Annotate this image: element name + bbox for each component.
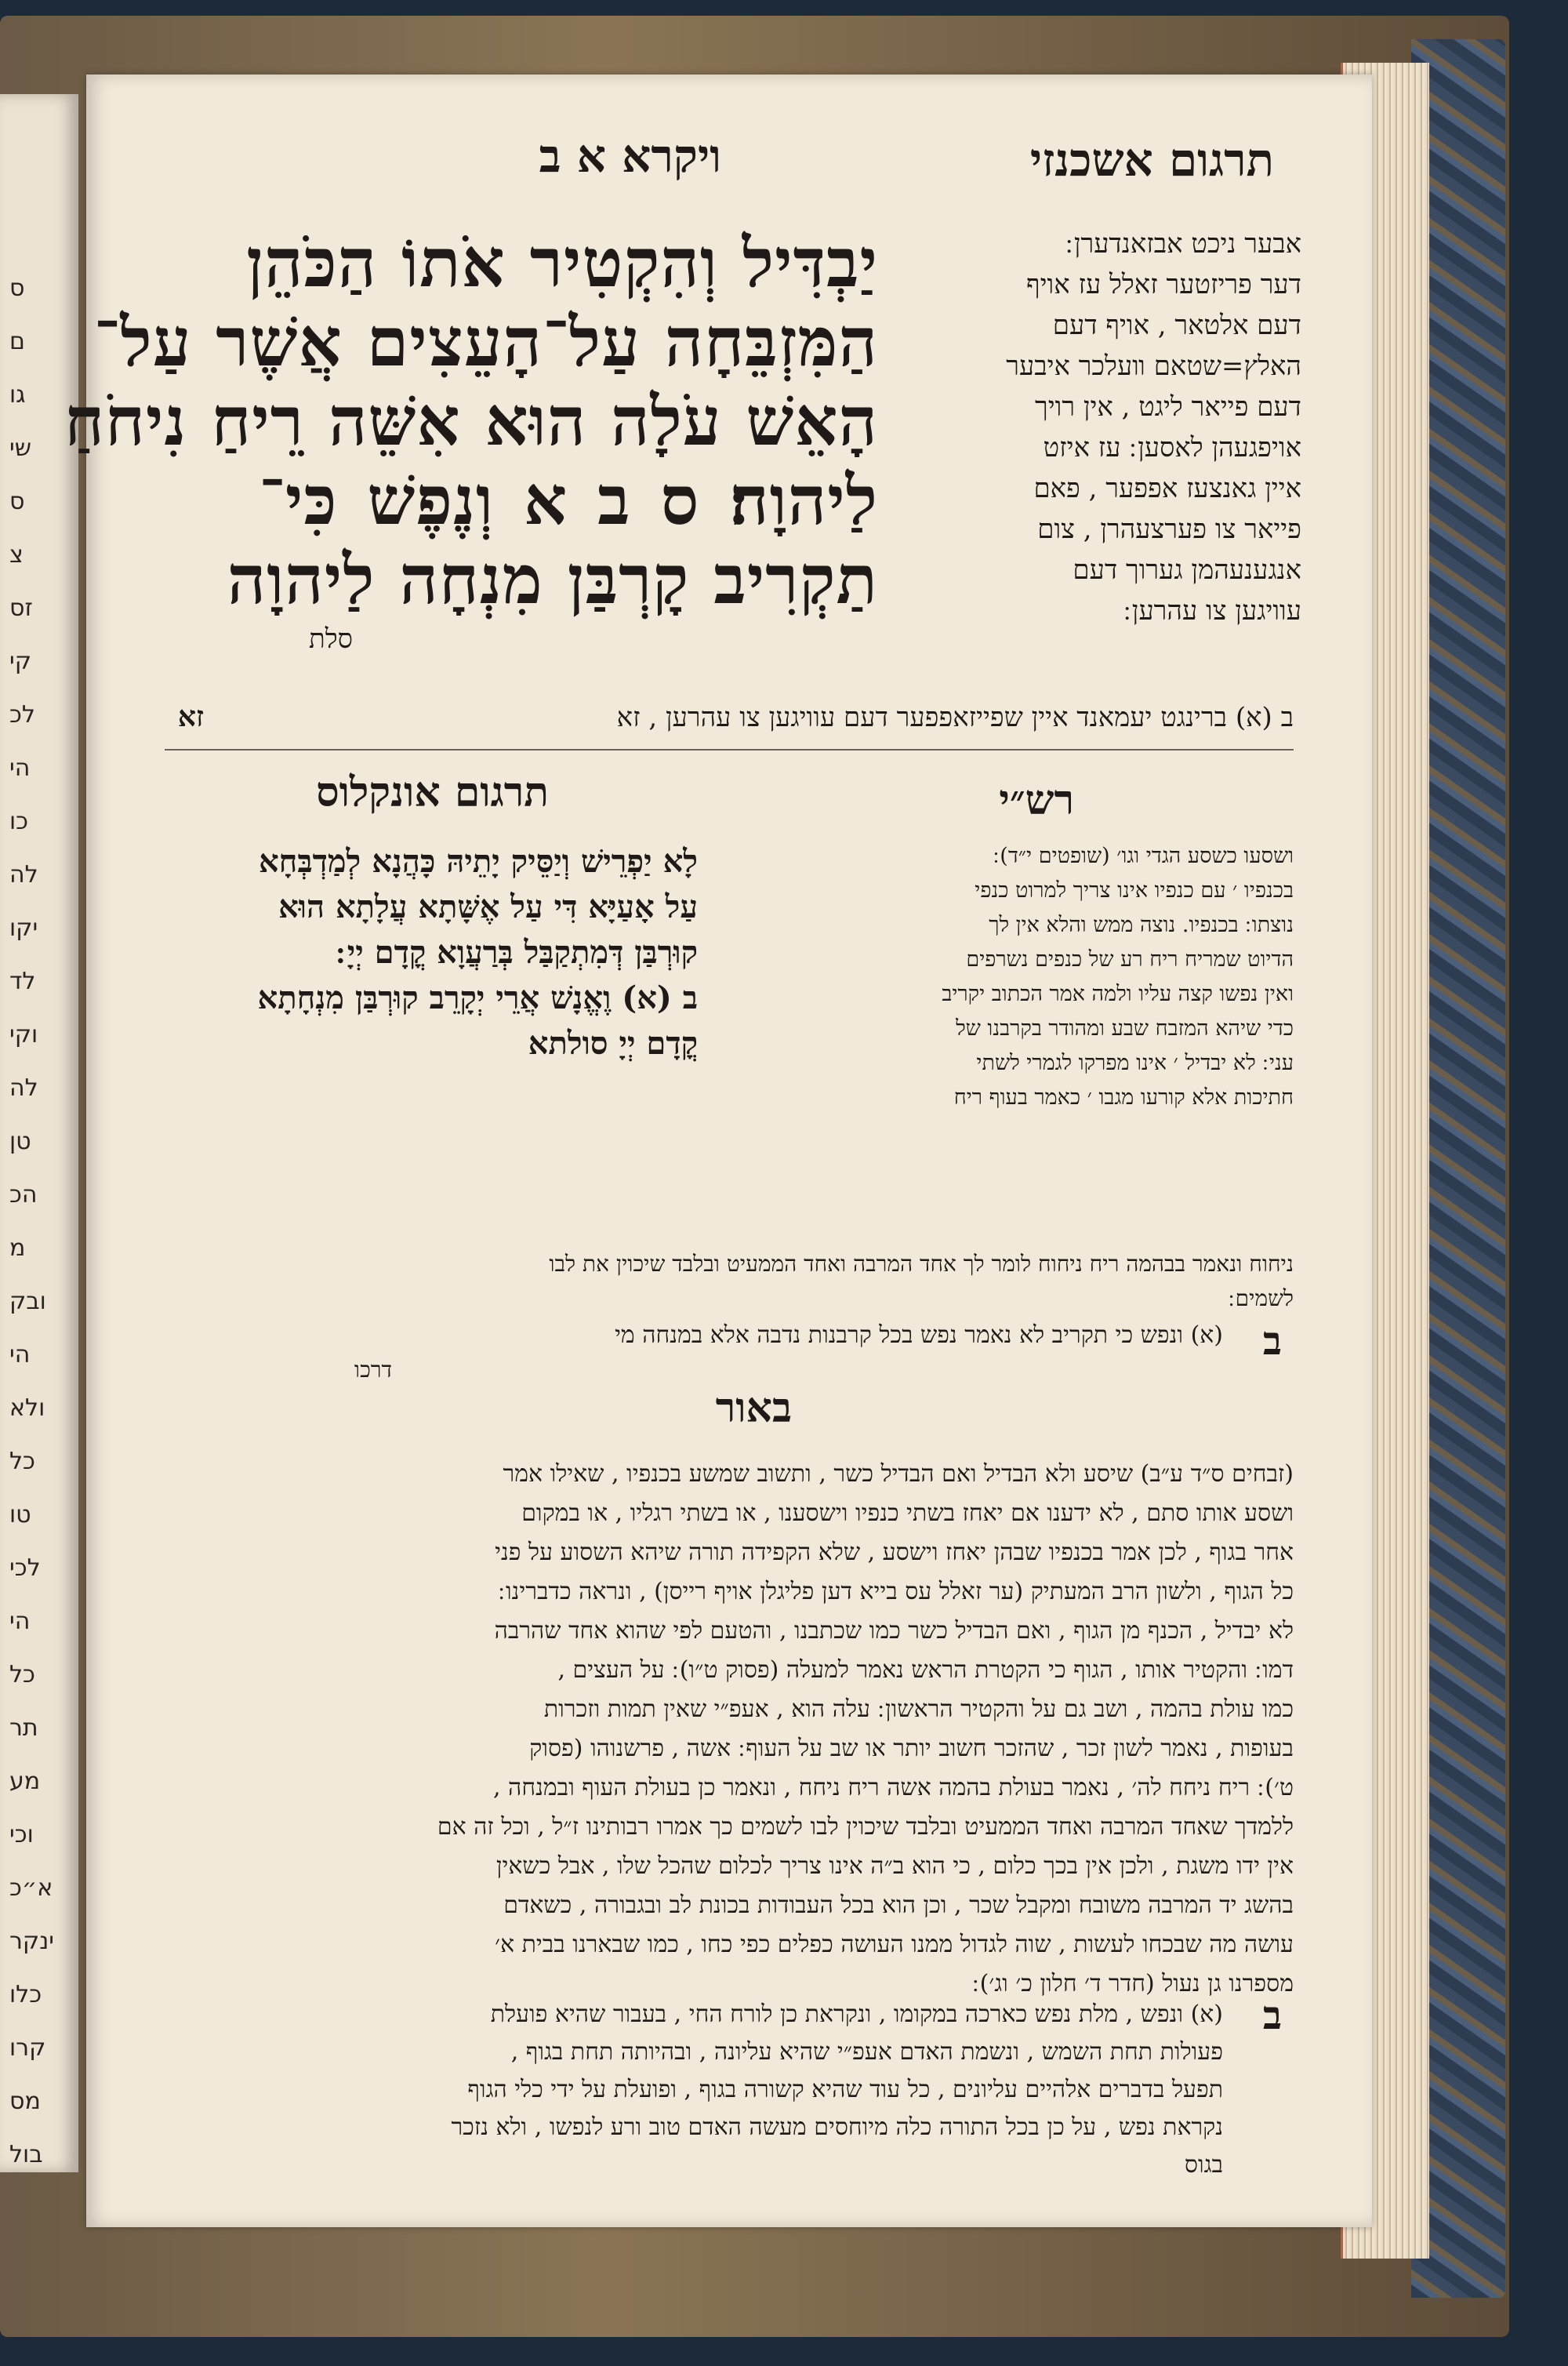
left-page-fragment: לה [9,1074,38,1102]
yiddish-line: אויפגעהן לאסען ׃ עז איזט [1043,432,1301,463]
rashi-verse2-line: (א) ונפש כי תקריב לא נאמר נפש בכל קרבנות נדבה אלא במנחה מי [615,1321,1223,1349]
rashi-verse2-block [165,1317,1294,1388]
yiddish-line: איין גאנצעז אפפער , פאם [1033,473,1301,504]
biur-column [196,1455,1294,2004]
rashi-line: נוצתו ׃ בכנפיו. נוצה ממש והלא אין לך [989,913,1294,937]
torah-line: יַבְדִּיל וְהִקְטִיר אֹתוֹ הַכֹּהֵן [246,224,878,303]
rashi-full-width [196,1247,1294,1316]
yiddish-line: פייאר צו פערצעהרן , צום [1037,514,1301,545]
left-page-fragment: מ [9,1234,26,1262]
left-page-fragment: ס [9,274,25,302]
header-left-title: ויקרא א ב [539,129,721,183]
left-page-fragment: ובק [9,1288,46,1315]
rashi-line: הדיוט שמריח ריח רע של כנפים נשרפים [966,947,1294,972]
left-page-fragment: וקי [9,1021,38,1049]
yiddish-translation-column [917,224,1301,631]
biur-verse2-column [188,1996,1223,2184]
left-page-fragment: מע [9,1768,41,1795]
left-page-fragment: כו [9,808,29,835]
rashi-full-line: לשמים ׃ [1228,1285,1294,1311]
left-page-fragment: וכי [9,1821,34,1848]
left-page-fragment: בול [9,2141,43,2168]
biur-verse-marker: ב [1262,1992,1282,2038]
torah-text-column [64,224,878,620]
onkelos-title: תרגום אונקלוס [316,769,549,816]
biur-title: באור [715,1384,792,1432]
yiddish-line: דעם אלטאר , אויף דעם [1052,310,1301,341]
left-page-fragment: הי [9,754,31,782]
left-page-fragment: קי [9,648,31,675]
left-page-fragment: א״כ [9,1874,53,1902]
torah-line: הָאֵשׁ עֹלָה הוּא אִשֵּׁה רֵיחַ נִיחֹחַ [64,382,878,461]
rashi-full-line: ניחוח ונאמר בבהמה ריח ניחוח לומר לך אחד המרבה ואחד הממעיט ובלבד שיכוין את לבו [549,1251,1294,1277]
verse-marker: ב [1262,1317,1282,1364]
rashi-line: בכנפיו ׳ עם כנפיו אינו צריך למרוט כנפי [975,878,1294,903]
left-page-fragment: ולא [9,1394,45,1422]
biur-line: (זבחים ס״ד ע״ב) שיסע ולא הבדיל ואם הבדיל כשר , ותשוב שמשע בכנפיו , שאילו אמר [503,1460,1294,1488]
yiddish-line: אבער ניכט אבזאנדערן ׃ [1065,228,1301,260]
left-page-fragment: כל [9,1448,35,1475]
left-page-fragment: ם [9,328,25,355]
rashi-line: עני ׃ לא יבדיל ׳ אינו מפרקו לגמרי לשתי [976,1051,1294,1075]
onkelos-line: קֳדָם יְיָ סולתא [528,1025,698,1062]
biur-verse2-line: פעולות תחת השמש , ונשמת האדם אעפ״י שהיא עליונה , ובהיותה תחת בגוף , [510,2038,1223,2066]
rashi-column [745,839,1294,1115]
rashi-line: חתיכות אלא קורעו מגבו ׳ כאמר בעוף ריח [953,1085,1294,1110]
left-page-fragment: ינקר [9,1928,54,1955]
left-page-fragment: ס [9,488,25,515]
rashi-title: רש״י [999,776,1074,824]
biur-line: ללמדך שאחד המרבה ואחד הממעיט ובלבד שיכוין לבו לשמים כך אמרו רבותינו ז״ל , וכל זה אם [437,1813,1294,1841]
yiddish-line: דעם פייאר ליגט , אין רויך [1035,391,1301,423]
left-page-fragment: טו [9,1501,31,1528]
left-page-fragment: טן [9,1128,31,1155]
biur-verse2-line: (א) ונפש , מלת נפש כארכה במקומו , ונקראת כן לורח החי , בעבור שהיא פועלת [490,2001,1223,2028]
left-page-fragment: קרו [9,2034,46,2062]
rashi-line: ושסעו כשסע הגדי וגו׳ (שופטים י״ד) ׃ [993,844,1294,868]
onkelos-column [212,839,698,1067]
yiddish-catchword: זא [177,700,204,733]
torah-line: לַיהוָה׃ ס ב א וְנֶפֶשׁ כִּי־ [259,461,878,540]
divider-rule [165,749,1294,751]
biur-line: ושסע אותו סתם , לא ידענו אם יאחז בשתי כנפיו וישסענו , או בשתי רגליו , או במקום [521,1499,1294,1527]
biur-line: כמו עולת בהמה , ושב גם על והקטיר הראשון ׃ עלה הוא , אעפ״י שאין תמות וזכרות [543,1695,1294,1723]
onkelos-line: קוּרְבַּן דְּמִתְקַבַּל בְּרַעֲוָא קֳדָם יְיָ ׃ [336,934,698,971]
left-page-fragment: תר [9,1714,38,1742]
left-page-fragment: זס [9,594,33,622]
left-page-fragment: מס [9,2088,41,2115]
left-page-fragment: גו [9,381,26,409]
biur-verse2-line: תפעל בדברים אלהיים עליונים , כל עוד שהיא קשורה בגוף , ופועלת על ידי כלי הגוף [467,2076,1223,2103]
onkelos-line: לָא יַפְרֵישׁ וְיַסֵּיק יָתֵיהּ כָּהֲנָא לְמַדְבְּחָא [258,843,698,880]
rashi-verse2-cont: דרכו [354,1357,392,1383]
biur-line: אחר בגוף , לכן אמר בכנפיו שבהן יאחז וישסע , שלא הקפידה תורה שיהא השסוע על פני [495,1539,1294,1566]
biur-line: ט׳) ׃ ריח ניחח לה׳ , נאמר בעולת בהמה אשה ריח ניחח , ונאמר כן בעולת העוף ובמנחה , [492,1774,1294,1801]
biur-line: מספרנו גן נעול (חדר ד׳ חלון כ׳ וג׳) ׃ [972,1970,1294,1997]
biur-line: כל הגוף , ולשון הרב המעתיק (ער זאלל עס בייא דען פליגלן אויף רייסן) , ונראה כדברינו ׃ [498,1578,1294,1605]
rashi-line: כדי שיהא המזבח שבע ומהודר בקרבנו של [956,1016,1294,1041]
left-page-fragment: צ [9,541,24,569]
left-page-fragment: הי [9,1341,31,1368]
left-page-fragment: הכ [9,1181,38,1208]
left-page-fragment: לכי [9,1554,41,1582]
biur-line: לא יבדיל , הכנף מן הגוף , ואם הבדיל כשר כמו שכתבנו , והטעם לפי שהוא אחד שהרבה [494,1617,1294,1645]
biur-line: עושה מה שבכחו לעשות , שוה לגדול ממנו העושה כפלים כפי כחו , כמו שבארנו בבית א׳ [495,1931,1294,1958]
onkelos-line: עַל אָעַיָּא דִּי עַל אֶשָּׁתָא עֲלָתָא הוּא [278,889,698,925]
left-page-fragment: לד [9,968,36,995]
onkelos-line: ב (א) וֶאֱנָשׁ אֲרֵי יְקָרֵב קוּרְבַּן מִנְחָתָא [257,979,698,1016]
yiddish-line: האלץ=שטאם װעלכר איבער [1006,351,1301,382]
torah-catchword: סלת [309,623,353,655]
left-page-fragment: לה [9,861,38,889]
biur-line: דמו ׃ והקטיר אותו , הגוף כי הקטרת הראש נאמר למעלה (פסוק ט״ו) ׃ על העצים , [557,1656,1294,1684]
biur-verse2-line: נקראת נפש , על כן בכל התורה כלה מיוחסים מעשה האדם טוב ורע לנפשו , ולא נזכר [451,2113,1223,2141]
header-right-title: תרגום אשכנזי [1029,133,1274,187]
biur-verse2-line: בגוס [1184,2151,1223,2179]
biur-line: בהשג יד המרבה משובח ומקבל שכר , וכן הוא בכל העבודות בכונת לב ובגבורה , כשאדם [503,1892,1294,1919]
yiddish-line: עוויגען צו עהרען ׃ [1123,595,1301,627]
biur-line: אין ידו משגת , ולכן אין בכך כלום , כי הוא ב״ה אינו צריך לכלום שהכל שלו , אבל כשאין [495,1852,1294,1880]
rashi-line: ואין נפשו קצה עליו ולמה אמר הכתוב יקריב [942,982,1294,1006]
left-page-fragment: יקו [9,914,38,942]
book-page [64,75,1372,2227]
left-page-fragment: שי [9,434,31,462]
yiddish-verse2-line: ב (א) ברינגט יעמאנד איין שפייזאפפער דעם עוויגען צו עהרען , זא [616,702,1294,733]
yiddish-line: דער פריזטער זאלל עז אויף [1026,269,1301,300]
left-page-fragment: לכ [9,701,35,729]
left-page-fragment: הי [9,1608,31,1635]
left-page-fragment: כל [9,1661,35,1688]
torah-line: הַמִּזְבֵּחָה עַל־הָעֵצִים אֲשֶׁר עַל־ [93,303,878,382]
yiddish-line: אנגענעהמן גערוך דעם [1073,554,1301,586]
biur-line: בעופות , נאמר לשון זכר , שהזכר חשוב יותר או שב על העוף ׃ אשה , פרשנוהו (פסוק [529,1735,1294,1762]
left-page-fragment: כלו [9,1981,42,2008]
torah-line: תַקְרִיב קָרְבַּן מִנְחָה לַיהוָה [227,540,878,620]
